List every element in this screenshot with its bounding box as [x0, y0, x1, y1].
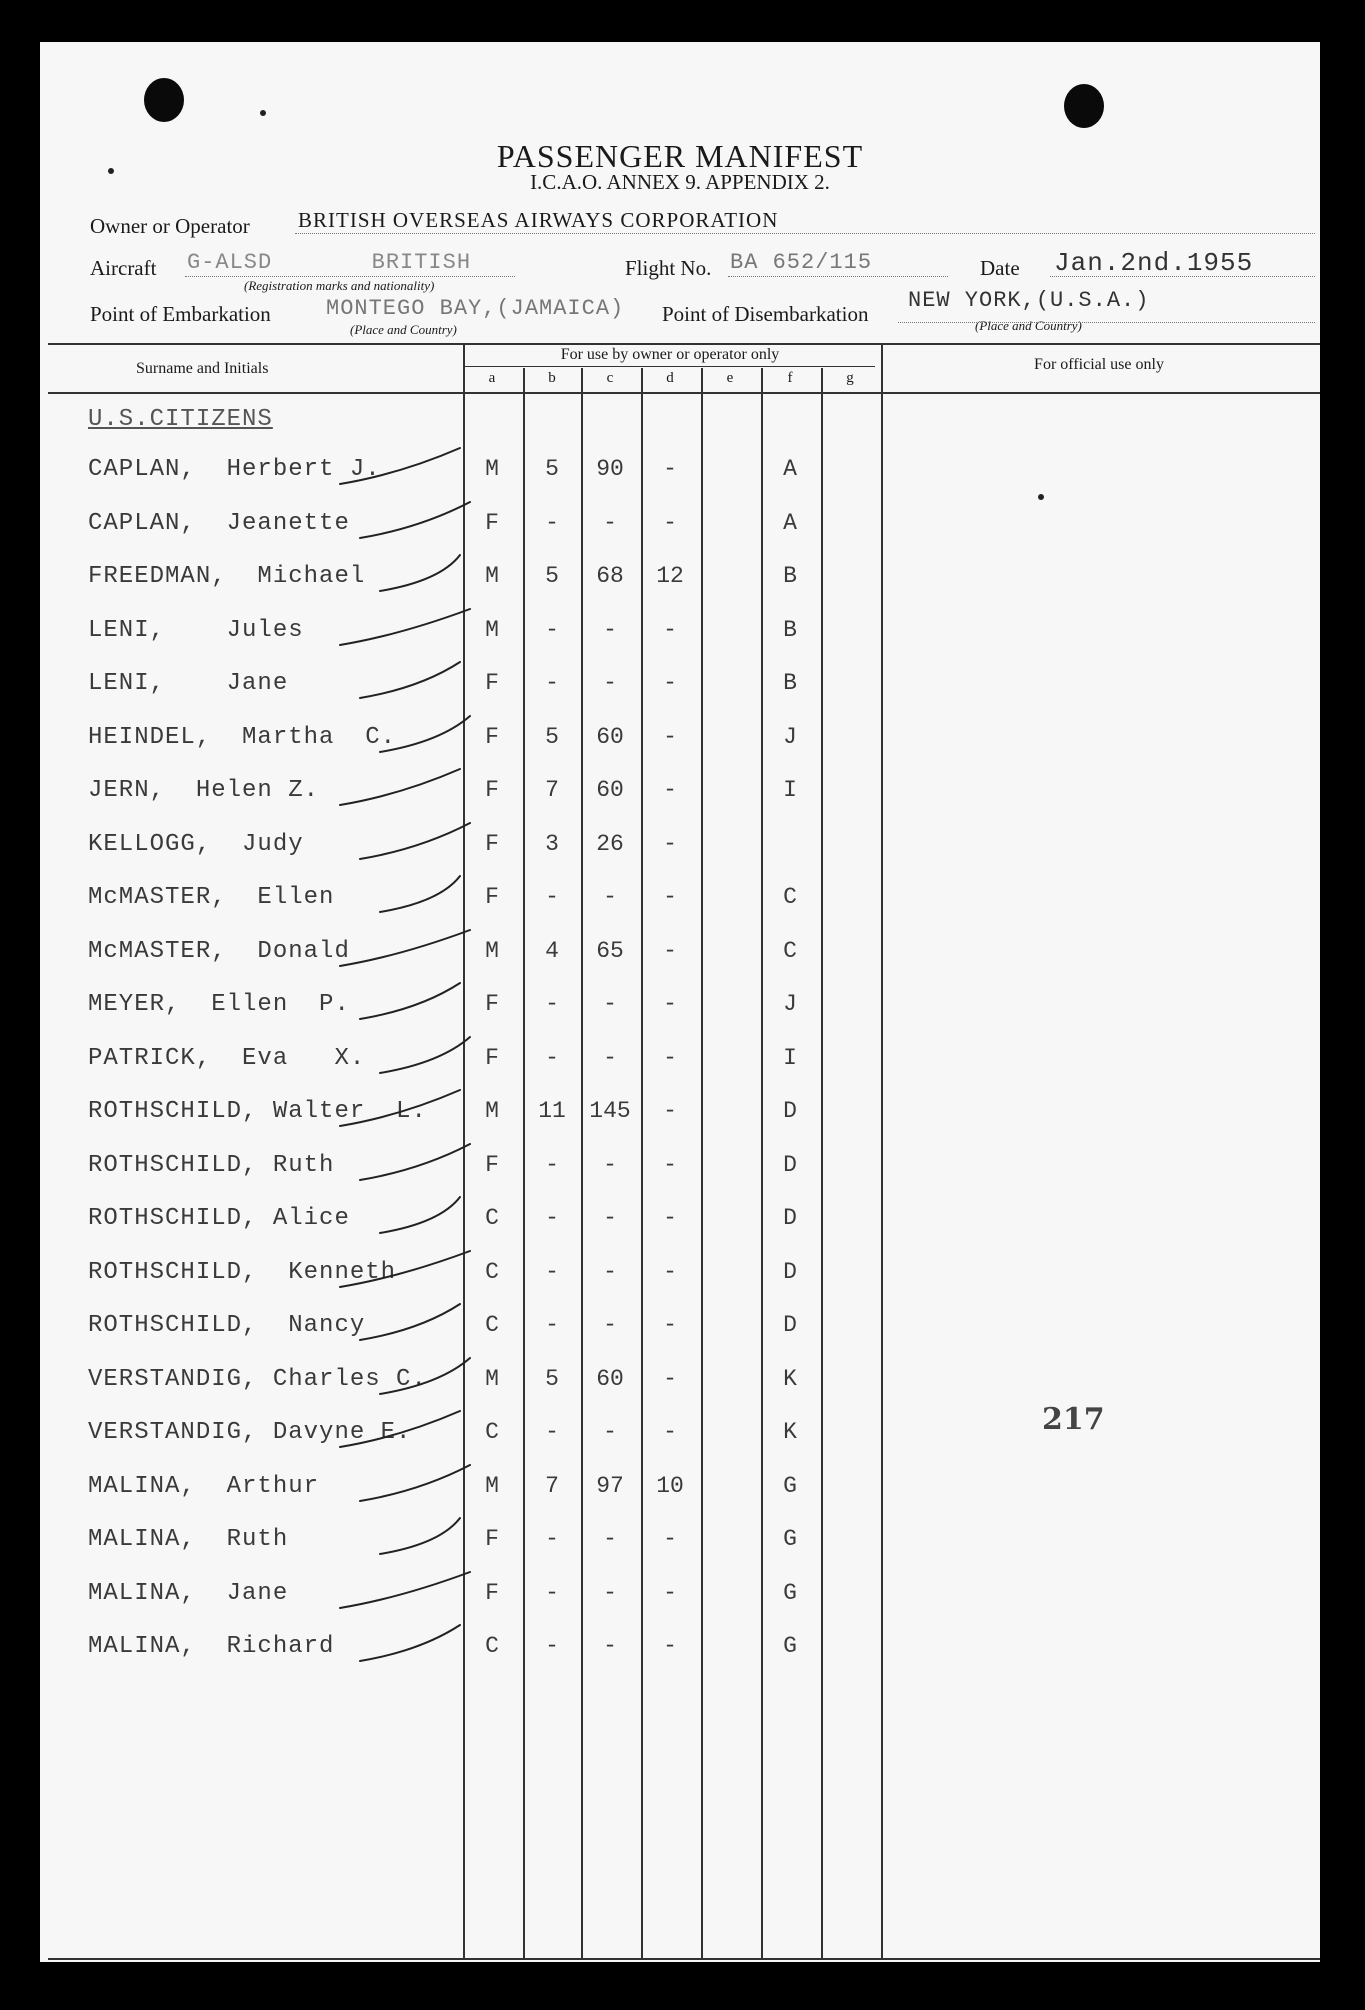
cell-a: F — [485, 991, 499, 1017]
ink-speck — [1038, 494, 1044, 500]
cell-b: 5 — [545, 563, 559, 589]
cell-f: A — [783, 456, 797, 482]
cell-f: D — [783, 1098, 797, 1124]
cell-d: - — [663, 456, 677, 482]
cell-a: F — [485, 724, 499, 750]
cell-b: - — [545, 1259, 559, 1285]
cell-b: 5 — [545, 724, 559, 750]
cell-b: - — [545, 1205, 559, 1231]
cell-b: - — [545, 884, 559, 910]
cell-a: C — [485, 1205, 499, 1231]
cell-d: - — [663, 1098, 677, 1124]
cell-f: G — [783, 1633, 797, 1659]
cell-a: F — [485, 1045, 499, 1071]
cell-a: C — [485, 1259, 499, 1285]
column-letter-d: d — [666, 370, 674, 386]
check-stroke — [340, 769, 460, 805]
passenger-name: ROTHSCHILD, Kenneth — [88, 1259, 397, 1286]
date-label: Date — [980, 256, 1020, 280]
table-top-rule — [48, 343, 1320, 345]
passenger-name: McMASTER, Ellen — [88, 884, 335, 911]
cell-c: - — [603, 1312, 617, 1338]
cell-d: - — [663, 1526, 677, 1552]
cell-b: - — [545, 1633, 559, 1659]
passenger-name: KELLOGG, Judy — [88, 831, 304, 858]
column-letter-e: e — [726, 370, 734, 386]
cell-b: - — [545, 1045, 559, 1071]
check-stroke — [380, 1518, 460, 1554]
cell-d: - — [663, 510, 677, 536]
cell-f: D — [783, 1312, 797, 1338]
page-subtitle: I.C.A.O. ANNEX 9. APPENDIX 2. — [530, 170, 830, 194]
cell-d: - — [663, 1312, 677, 1338]
cell-d: - — [663, 670, 677, 696]
passenger-name: LENI, Jules — [88, 617, 304, 644]
table-bottom-rule — [48, 1958, 1320, 1960]
cell-c: - — [603, 884, 617, 910]
column-divider — [701, 368, 703, 1958]
cell-c: 60 — [596, 777, 624, 803]
passenger-name: MALINA, Ruth — [88, 1526, 289, 1553]
cell-f: I — [783, 777, 797, 803]
passenger-name: PATRICK, Eva X. — [88, 1045, 366, 1072]
cell-a: M — [485, 617, 499, 643]
passenger-name: LENI, Jane — [88, 670, 289, 697]
cell-c: - — [603, 1045, 617, 1071]
cell-d: - — [663, 1633, 677, 1659]
cell-f: G — [783, 1580, 797, 1606]
cell-a: M — [485, 1473, 499, 1499]
aircraft-note: (Registration marks and nationality) — [244, 278, 435, 293]
column-letter-g: g — [846, 370, 854, 386]
cell-c: - — [603, 1419, 617, 1445]
cell-a: M — [485, 563, 499, 589]
cell-c: - — [603, 1526, 617, 1552]
aircraft-label: Aircraft — [90, 256, 157, 280]
disembark-value: NEW YORK,(U.S.A.) — [908, 288, 1150, 313]
cell-c: - — [603, 1580, 617, 1606]
cell-a: M — [485, 938, 499, 964]
cell-b: 3 — [545, 831, 559, 857]
aircraft-dotline — [185, 276, 515, 277]
cell-c: - — [603, 1205, 617, 1231]
cell-d: - — [663, 1045, 677, 1071]
cell-b: - — [545, 991, 559, 1017]
passenger-name: ROTHSCHILD, Alice — [88, 1205, 350, 1232]
cell-b: 7 — [545, 777, 559, 803]
cell-d: 10 — [656, 1473, 684, 1499]
passenger-name: MALINA, Arthur — [88, 1473, 320, 1500]
cell-f: C — [783, 884, 797, 910]
column-divider — [821, 368, 823, 1958]
check-stroke — [340, 930, 470, 966]
cell-b: 5 — [545, 456, 559, 482]
table-header-rule — [48, 392, 1320, 394]
cell-c: 145 — [589, 1098, 631, 1124]
cell-d: - — [663, 1419, 677, 1445]
cell-d: - — [663, 831, 677, 857]
cell-d: - — [663, 724, 677, 750]
cell-d: - — [663, 938, 677, 964]
column-divider — [881, 343, 883, 1958]
check-stroke — [380, 1037, 470, 1073]
disembark-dotline — [898, 322, 1315, 323]
cell-c: 97 — [596, 1473, 624, 1499]
cell-b: - — [545, 1312, 559, 1338]
disembark-label: Point of Disembarkation — [662, 302, 869, 326]
ink-speck — [260, 110, 266, 116]
passenger-name: CAPLAN, Herbert J. — [88, 456, 381, 483]
date-value: Jan.2nd.1955 — [1054, 248, 1254, 278]
cell-b: - — [545, 1152, 559, 1178]
check-stroke — [360, 983, 460, 1019]
official-header: For official use only — [1034, 356, 1164, 373]
check-stroke — [340, 609, 470, 645]
cell-f: J — [783, 991, 797, 1017]
embark-value: MONTEGO BAY,(JAMAICA) — [326, 296, 625, 321]
cell-a: M — [485, 1366, 499, 1392]
passenger-name: VERSTANDIG, Davyne E. — [88, 1419, 412, 1446]
section-label: U.S.CITIZENS — [88, 406, 273, 433]
cell-d: - — [663, 1205, 677, 1231]
cell-f: B — [783, 563, 797, 589]
owner-value: BRITISH OVERSEAS AIRWAYS CORPORATION — [298, 208, 779, 232]
cell-a: F — [485, 884, 499, 910]
cell-a: F — [485, 1526, 499, 1552]
cell-c: - — [603, 1152, 617, 1178]
check-stroke — [380, 1197, 460, 1233]
flight-label: Flight No. — [625, 256, 712, 280]
passenger-name: HEINDEL, Martha C. — [88, 724, 397, 751]
passenger-name: JERN, Helen Z. — [88, 777, 320, 804]
passenger-name: ROTHSCHILD, Nancy — [88, 1312, 366, 1339]
cell-d: 12 — [656, 563, 684, 589]
operator-header-rule — [463, 366, 875, 367]
cell-f: B — [783, 617, 797, 643]
cell-c: - — [603, 617, 617, 643]
cell-a: M — [485, 1098, 499, 1124]
column-letter-f: f — [787, 370, 793, 386]
cell-f: K — [783, 1366, 797, 1392]
cell-b: 7 — [545, 1473, 559, 1499]
passenger-name: MALINA, Richard — [88, 1633, 335, 1660]
surname-header: Surname and Initials — [136, 360, 269, 377]
cell-c: - — [603, 510, 617, 536]
cell-a: C — [485, 1633, 499, 1659]
cell-d: - — [663, 884, 677, 910]
cell-a: F — [485, 510, 499, 536]
cell-d: - — [663, 777, 677, 803]
operator-header: For use by owner or operator only — [560, 346, 780, 363]
cell-c: - — [603, 1633, 617, 1659]
cell-d: - — [663, 1152, 677, 1178]
cell-d: - — [663, 1580, 677, 1606]
cell-b: 4 — [545, 938, 559, 964]
cell-c: 60 — [596, 1366, 624, 1392]
passenger-name: ROTHSCHILD, Ruth — [88, 1152, 335, 1179]
cell-f: A — [783, 510, 797, 536]
cell-d: - — [663, 1366, 677, 1392]
embark-label: Point of Embarkation — [90, 302, 271, 326]
embark-note: (Place and Country) — [350, 322, 457, 337]
flight-value: BA 652/115 — [730, 250, 873, 275]
passenger-name: FREEDMAN, Michael — [88, 563, 366, 590]
cell-f: J — [783, 724, 797, 750]
column-letter-c: c — [606, 370, 614, 386]
cell-f: D — [783, 1152, 797, 1178]
cell-b: - — [545, 1580, 559, 1606]
cell-b: - — [545, 510, 559, 536]
cell-f: C — [783, 938, 797, 964]
column-letter-a: a — [488, 370, 496, 386]
cell-c: - — [603, 670, 617, 696]
cell-a: F — [485, 1580, 499, 1606]
owner-dotline — [295, 233, 1315, 234]
cell-f: G — [783, 1473, 797, 1499]
page-stamp-number: 217 — [1042, 1402, 1105, 1437]
cell-c: 90 — [596, 456, 624, 482]
cell-f: I — [783, 1045, 797, 1071]
check-stroke — [360, 823, 470, 859]
cell-c: 60 — [596, 724, 624, 750]
cell-a: F — [485, 1152, 499, 1178]
passenger-name: VERSTANDIG, Charles C. — [88, 1366, 427, 1393]
passenger-name: CAPLAN, Jeanette — [88, 510, 350, 537]
cell-b: 5 — [545, 1366, 559, 1392]
cell-a: F — [485, 831, 499, 857]
passenger-name: ROTHSCHILD, Walter L. — [88, 1098, 427, 1125]
cell-f: K — [783, 1419, 797, 1445]
page-title: PASSENGER MANIFEST — [496, 138, 864, 174]
manifest-sheet — [40, 42, 1320, 1962]
check-stroke — [340, 1572, 470, 1608]
cell-c: - — [603, 1259, 617, 1285]
cell-f: G — [783, 1526, 797, 1552]
cell-a: C — [485, 1419, 499, 1445]
cell-a: C — [485, 1312, 499, 1338]
cell-c: 65 — [596, 938, 624, 964]
check-stroke — [360, 502, 470, 538]
date-dotline — [1050, 276, 1315, 277]
cell-c: 26 — [596, 831, 624, 857]
cell-b: - — [545, 1526, 559, 1552]
cell-c: - — [603, 991, 617, 1017]
punch-hole-right — [1064, 84, 1104, 128]
cell-a: M — [485, 456, 499, 482]
check-stroke — [360, 662, 460, 698]
cell-b: - — [545, 617, 559, 643]
check-stroke — [360, 1625, 460, 1661]
cell-b: 11 — [538, 1098, 566, 1124]
check-stroke — [360, 1465, 470, 1501]
cell-f: B — [783, 670, 797, 696]
flight-dotline — [728, 276, 948, 277]
check-stroke — [360, 1304, 460, 1340]
cell-d: - — [663, 617, 677, 643]
cell-a: F — [485, 670, 499, 696]
passenger-name: MEYER, Ellen P. — [88, 991, 350, 1018]
cell-a: F — [485, 777, 499, 803]
check-stroke — [360, 1144, 470, 1180]
check-stroke — [380, 555, 460, 591]
cell-f: D — [783, 1259, 797, 1285]
cell-c: 68 — [596, 563, 624, 589]
aircraft-value: G-ALSD BRITISH — [187, 250, 472, 275]
cell-d: - — [663, 1259, 677, 1285]
punch-hole-left — [144, 78, 184, 122]
passenger-name: McMASTER, Donald — [88, 938, 350, 965]
check-stroke — [380, 876, 460, 912]
cell-b: - — [545, 1419, 559, 1445]
cell-b: - — [545, 670, 559, 696]
cell-d: - — [663, 991, 677, 1017]
passenger-name: MALINA, Jane — [88, 1580, 289, 1607]
cell-f: D — [783, 1205, 797, 1231]
column-letter-b: b — [548, 370, 556, 386]
owner-label: Owner or Operator — [90, 214, 250, 238]
disembark-note: (Place and Country) — [975, 318, 1082, 333]
